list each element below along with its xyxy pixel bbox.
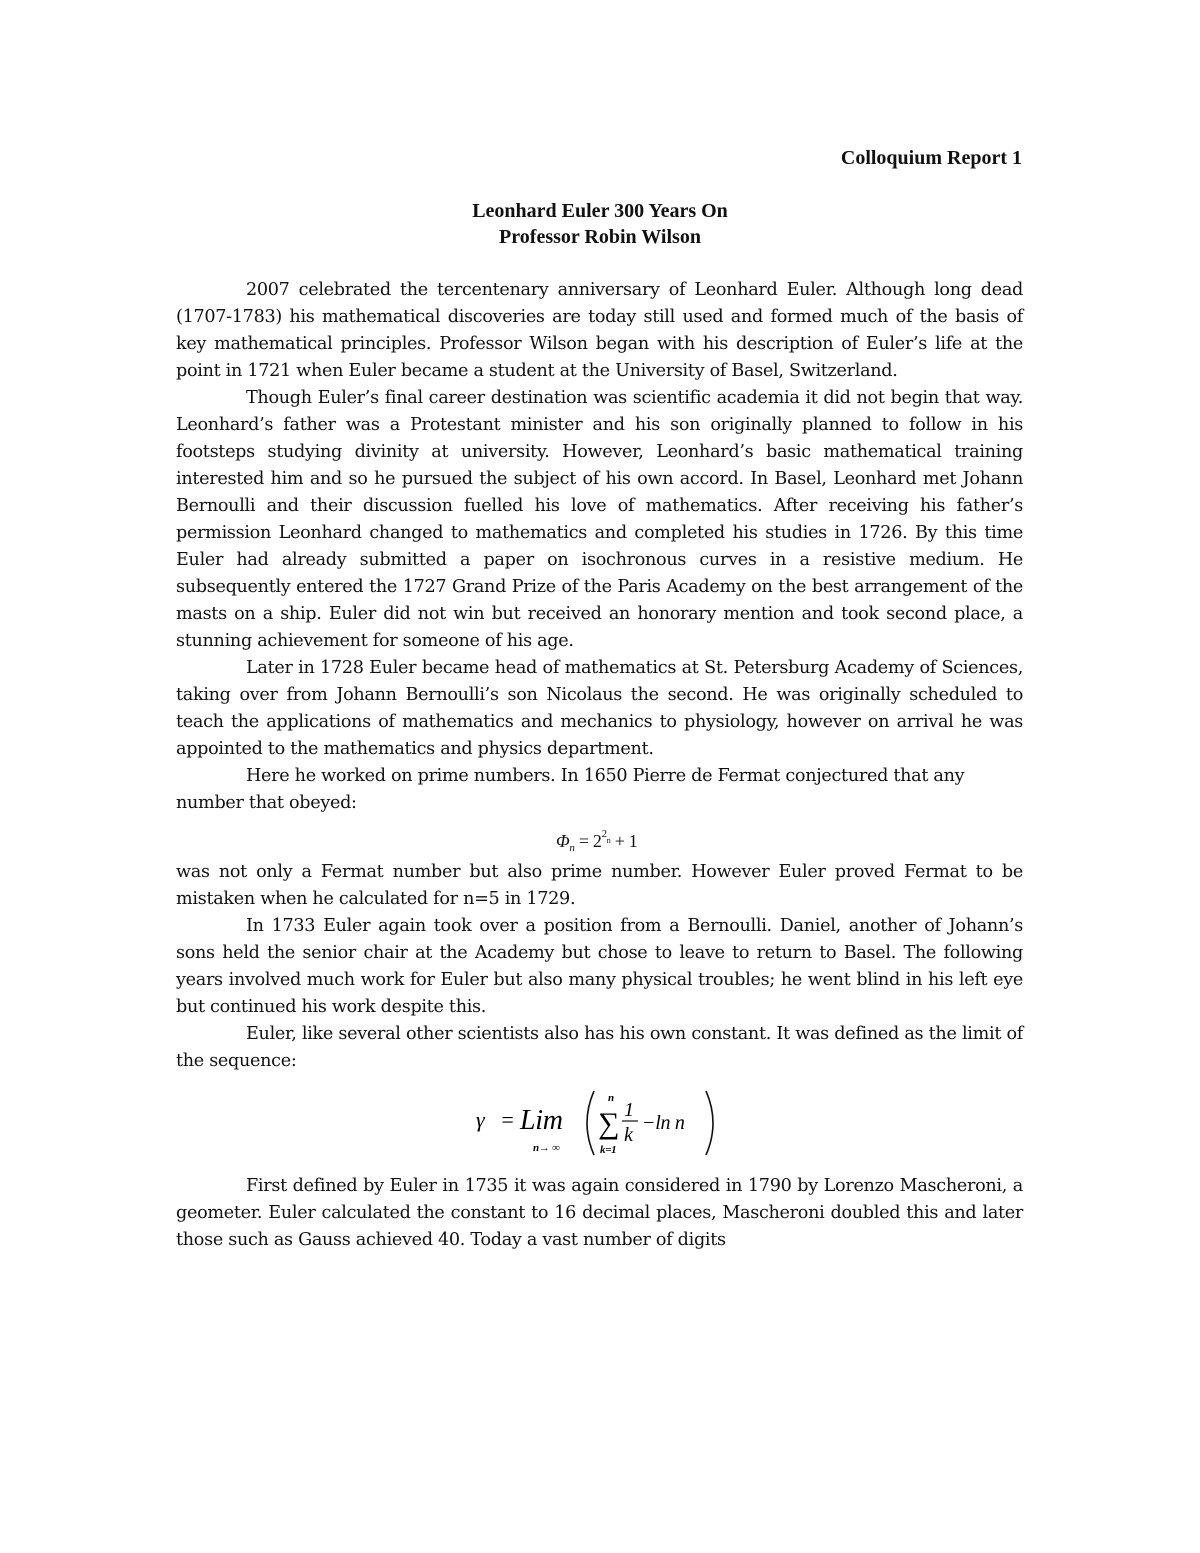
paragraph-constant: Euler, like several other scientists also has his own constant. It was defined as the limit of the sequence: [176, 1024, 1023, 1071]
fermat-formula [176, 817, 1023, 859]
euler-constant-svg [476, 1083, 736, 1163]
formula-equals: = [500, 1107, 515, 1132]
euler-constant-formula [176, 1083, 1023, 1163]
formula-equals-two: = 2 [578, 831, 602, 851]
paragraph-intro: 2007 celebrated the tercentenary anniversary of Leonhard Euler. Although long dead (1707-1783) his mathematical discoveries are today still used and formed much of the basis of key mathematical principles. Professor Wilson began with his description of Euler’s life at the point in 1721 when Euler became a student at the University of Basel, Switzerland. [176, 280, 1023, 381]
formula-lim-subscript: n→ ∞ [533, 1142, 560, 1154]
formula-ln-n: −ln n [642, 1112, 685, 1134]
formula-exponent-n: n [606, 836, 611, 845]
formula-fraction-numerator: 1 [624, 1099, 634, 1121]
formula-sum-bottom: k=1 [600, 1144, 617, 1156]
formula-fraction-denominator: k [624, 1124, 633, 1146]
formula-left-paren [587, 1091, 594, 1155]
paragraph-bernoulli: In 1733 Euler again took over a position from a Bernoulli. Daniel, another of Johann’s sons held the senior chair at the Academy but chose to leave to return to Basel. The following years involved much work for Euler but also many physical troubles; he went blind in his left eye but continued his work despite this. [176, 916, 1023, 1017]
formula-right-paren [706, 1091, 713, 1155]
body-text [176, 277, 1023, 1254]
formula-gamma: γ [476, 1107, 485, 1132]
formula-lim: Lim [520, 1105, 563, 1136]
formula-phi: Φ [556, 831, 570, 851]
report-label: Colloquium Report 1 [840, 147, 1022, 169]
formula-sigma: ∑ [598, 1107, 620, 1140]
formula-phi-subscript: n [569, 842, 575, 854]
paragraph-st-petersburg: Later in 1728 Euler became head of mathematics at St. Petersburg Academy of Sciences, taking over from Johann Bernoulli’s son Nicolaus the second. He was originally scheduled to teach the applications of mathematics and mechanics to physiology, however on arrival he was appointed to the mathematics and physics department. [176, 658, 1023, 759]
paragraph-primes: Here he worked on prime numbers. In 1650 Pierre de Fermat conjectured that any number that obeyed: [176, 766, 965, 813]
formula-plus-one: + 1 [614, 831, 638, 851]
formula-sum-top: n [608, 1092, 614, 1104]
paragraph-career: Though Euler’s final career destination was scientific academia it did not begin that way. Leonhard’s father was a Protestant minister and his son originally planned to follow in his footsteps studying divinity at university. However, Leonhard’s basic mathematical training interested him and so he pursued the subject of his own accord. In Basel, Leonhard met Johann Bernoulli and their discussion fuelled his love of mathematics. After receiving his father’s permission Leonhard changed to mathematics and completed his studies in 1726. By this time Euler had already submitted a paper on isochronous curves in a resistive medium. He subsequently entered the 1727 Grand Prize of the Paris Academy on the best arrangement of the masts on a ship. Euler did not win but received an honorary mention and took second place, a stunning achievement for someone of his age. [176, 388, 1023, 651]
document-author: Professor Robin Wilson [499, 226, 701, 248]
title-block [0, 198, 1200, 250]
paragraph-mascheroni: First defined by Euler in 1735 it was again considered in 1790 by Lorenzo Mascheroni, a geometer. Euler calculated the constant to 16 decimal places, Mascheroni doubled this and later those such as Gauss achieved 40. Today a vast number of digits [176, 1176, 1023, 1250]
formula-exponent-base: 2 [601, 828, 607, 840]
document-title: Leonhard Euler 300 Years On [472, 200, 728, 222]
paragraph-fermat-mistaken: was not only a Fermat number but also prime number. However Euler proved Fermat to be mistaken when he calculated for n=5 in 1729. [176, 862, 1023, 909]
